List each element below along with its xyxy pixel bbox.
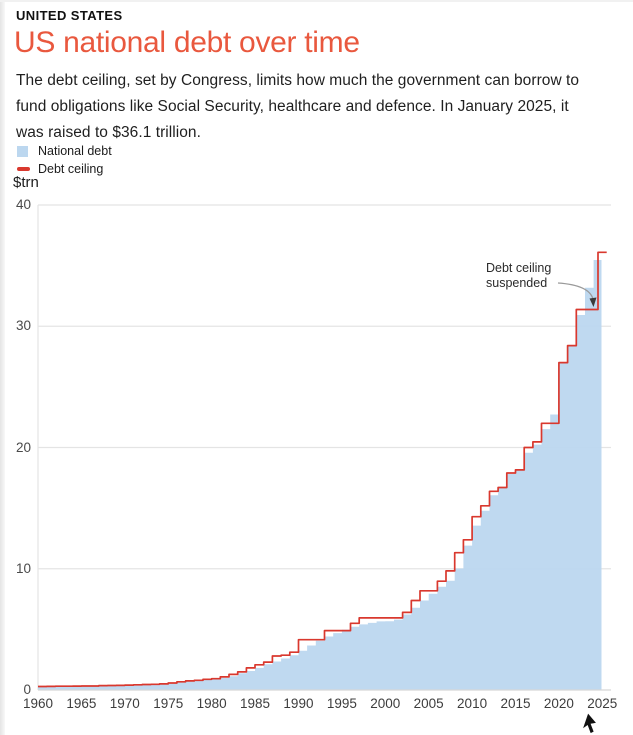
x-tick-label: 2000 [370,696,401,711]
legend-label: Debt ceiling [38,162,104,176]
annotation-line: suspended [486,276,548,290]
page-title: US national debt over time [14,26,360,59]
y-tick-label: 0 [23,682,31,697]
annotation-line: Debt ceiling [486,261,552,275]
x-tick-label: 2005 [413,696,444,711]
national-debt-area [38,260,602,690]
country-kicker: UNITED STATES [16,8,123,23]
x-tick-label: 1975 [153,696,184,711]
x-tick-label: 1985 [240,696,271,711]
x-tick-label: 2010 [457,696,488,711]
legend-label: National debt [38,144,112,158]
x-tick-label: 1970 [109,696,140,711]
chart-description: The debt ceiling, set by Congress, limits how much the government can borrow to fund obligations like Social Security, healthcare and defence. In January 2025, it was raised to $36.1 trillion. [16,72,580,141]
x-tick-label: 1965 [66,696,97,711]
y-tick-label: 20 [15,439,31,455]
x-tick-label: 1990 [283,696,314,711]
y-tick-label: 40 [15,197,31,212]
x-tick-label: 1960 [22,696,54,711]
y-tick-label: 10 [15,560,31,576]
y-axis-unit-label: $trn [13,174,39,191]
y-tick-label: 30 [15,318,31,334]
x-tick-label: 1995 [326,696,357,711]
x-tick-label: 1980 [196,696,227,711]
x-tick-label: 2020 [543,696,574,711]
x-tick-label: 2015 [500,696,531,711]
mouse-cursor-icon [583,713,597,734]
x-tick-label: 2025 [587,696,618,711]
annotation-debt-ceiling-suspended [486,261,551,291]
